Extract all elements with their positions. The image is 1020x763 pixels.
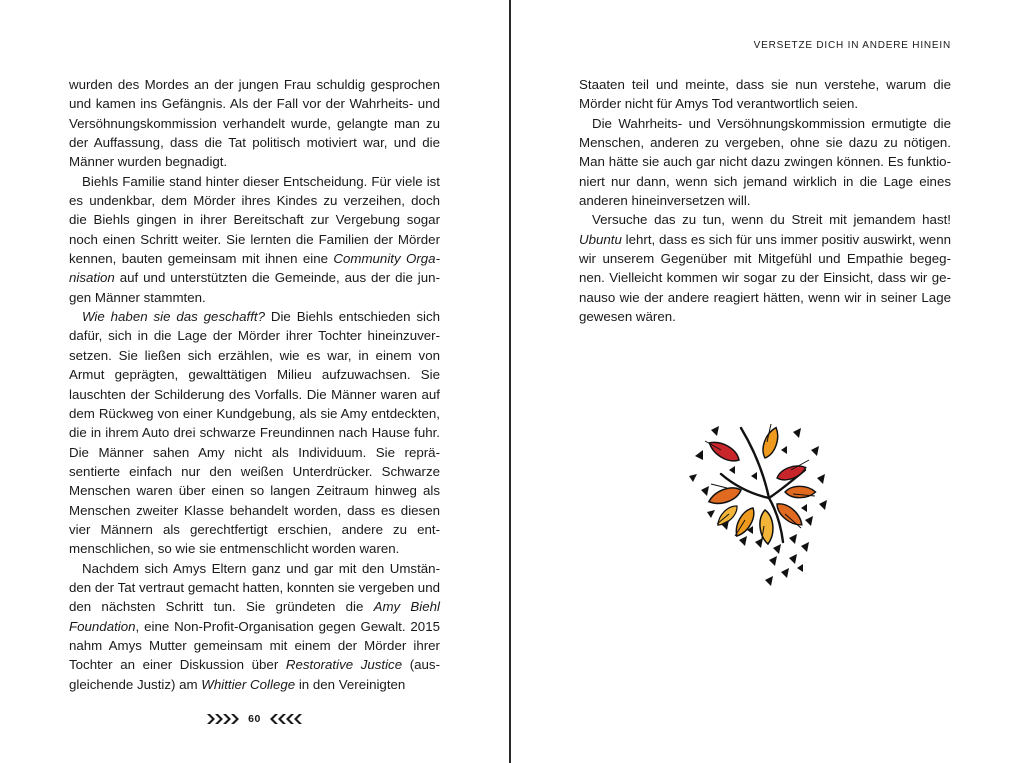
leaf [706, 437, 742, 465]
paragraph [579, 210, 951, 326]
text-run: Die Biehls entschieden sich dafür, sich in die Lage der Mörder ihrer Tochter hineinzuversetzen. Sie ließen sich erzählen, wie es war, in einem von Armut geprägten, gewalttätigen Milieu aufzuwachsen. Sie lauschten der Schilderung des Vorfalls. Die Männer waren auf dem Rückweg von einer Kundgebung, als sie Amy entdeckten, die in ihrem Auto drei schwarze Freundinnen nach Hause fuhr. Die Männer sahen Amy nicht als Individuum. Sie repräsentierte einfach nur den weißen Unterdrücker. Schwarze Menschen waren über einen so langen Zeitraum hinweg als Menschen zweiter Klasse behandelt worden, dass es diesen vier Männern als gerechtfertigt erschien, andere zu entmenschlichen, so wie sie entmenschlicht worden waren. [69, 309, 440, 557]
paragraph [579, 75, 951, 114]
page-footer [0, 711, 509, 727]
text-run: (ausgleichende Justiz) am [69, 657, 440, 692]
paragraph [69, 307, 440, 558]
paragraph [579, 114, 951, 211]
text-run: Nachdem sich Amys Eltern ganz und gar mit den Umständen der Tat vertraut gemacht hatten, konnten sie vergeben und den nächsten Schritt tun. Sie gründeten die [69, 560, 440, 615]
text-run: Die Wahrheits- und Versöhnungskommission ermutigte die Menschen, anderen zu vergeben, ohne sie dazu zu nötigen. Man hätte sie auch gar nicht dazu zwingen können. Es funktioniert nur dann, wenn sich jemand wirklich in die Lage eines anderen hineinversetzen will. [579, 115, 951, 209]
italic-text: Wie haben sie das geschafft? [82, 309, 266, 325]
text-run: , eine Non-Profit-Organisation gegen Gewalt. 2015 nahm Amys Mutter gemeinsam mit einem der Mörder ihrer Tochter an einer Diskussion über [69, 618, 440, 673]
chevron-ornament-right-icon [269, 713, 303, 725]
left-page [0, 0, 509, 763]
chevron-ornament-left-icon [206, 713, 240, 725]
leaf-cluster-illustration [681, 420, 851, 590]
italic-text: Restorative Justice [285, 657, 403, 673]
italic-text: Whittier College [201, 676, 296, 692]
running-head: VERSETZE DICH IN ANDERE HINEIN [753, 40, 951, 51]
page-number: 60 [248, 713, 261, 725]
text-run: in den Vereinigten [295, 676, 406, 692]
triangle-shards [689, 426, 827, 586]
right-text-column [579, 75, 951, 326]
text-run: Biehls Familie stand hinter dieser Entscheidung. Für viele ist es undenkbar, dem Mörder ihres Kindes zu verzeihen, doch die Biehls gingen in ihrer Bereitschaft zur Vergebung sogar noch einen Schritt weiter. Sie lernten die Familien der Mörder kennen, bauten gemeinsam mit ihnen eine [69, 173, 440, 267]
leaf [773, 499, 806, 529]
italic-text: Ubuntu [579, 231, 622, 247]
left-text-column [69, 75, 440, 694]
text-run: Staaten teil und meinte, dass sie nun verstehe, warum die Mörder nicht für Amys Tod verantwortlich seien. [579, 77, 951, 112]
text-run: auf und unterstützten die Gemeinde, aus der die jungen Männer stammten. [69, 270, 440, 305]
italic-text: Community Organisation [69, 251, 440, 286]
paragraph [69, 172, 440, 307]
right-page [511, 0, 1020, 763]
leaf [759, 425, 781, 460]
italic-text: Amy Biehl Foundation [69, 599, 440, 634]
text-run: wurden des Mordes an der jungen Frau schuldig gesprochen und kamen ins Gefängnis. Als der Fall vor der Wahrheits- und Versöhnungskommission verhandelt wurde, gelangte man zu der Auffassung, dass die Tat politisch motiviert war, und die Männer wurden begnadigt. [69, 77, 440, 170]
paragraph [69, 559, 440, 694]
text-run: lehrt, dass es sich für uns immer positiv auswirkt, wenn wir unserem Gegenüber mit Mitgefühl und Empathie begegnen. Vielleicht kommen wir sogar zu der Einsicht, dass wir genauso wie der andere reagiert hätten, wenn wir in seiner Lage gewesen wären. [579, 231, 951, 325]
text-run: Versuche das zu tun, wenn du Streit mit jemandem hast! [592, 212, 951, 228]
paragraph [69, 75, 440, 172]
